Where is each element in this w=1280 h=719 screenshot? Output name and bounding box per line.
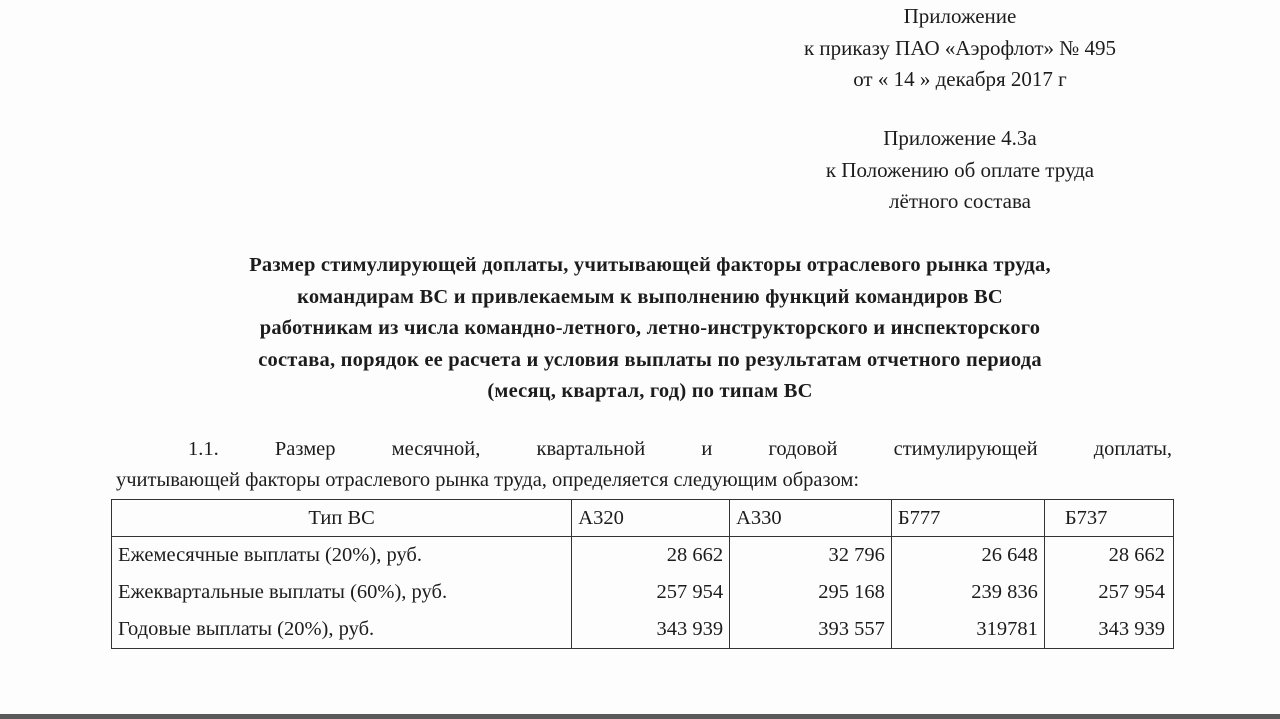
column-header-a330: А330 [730, 500, 892, 537]
row-label: Ежеквартальные выплаты (60%), руб. [112, 574, 572, 611]
column-header-a320: А320 [572, 500, 730, 537]
cell-value: 343 939 [1044, 611, 1173, 649]
column-header-b777: Б777 [891, 500, 1044, 537]
sub-appendix-title: Приложение 4.3а [883, 126, 1037, 150]
column-header-aircraft-type: Тип ВС [112, 500, 572, 537]
table-row [112, 574, 1174, 611]
cell-value: 28 662 [1044, 537, 1173, 575]
sub-appendix-regulation-line: к Положению об оплате труда [825, 157, 1095, 182]
document-title [60, 250, 1240, 408]
appendix-title: Приложение [903, 4, 1017, 28]
sub-appendix-staff-line: лётного состава [889, 189, 1031, 213]
section-paragraph [116, 434, 1172, 496]
cell-value: 343 939 [572, 611, 730, 649]
bottom-divider [0, 714, 1280, 719]
title-line: (месяц, квартал, год) по типам ВС [487, 380, 813, 402]
table-row [112, 611, 1174, 649]
cell-value: 257 954 [572, 574, 730, 611]
row-label: Ежемесячные выплаты (20%), руб. [112, 537, 572, 575]
column-header-b737: Б737 [1044, 500, 1173, 537]
cell-value: 257 954 [1044, 574, 1173, 611]
appendix-order-line: к приказу ПАО «Аэрофлот» № 495 [803, 35, 1117, 60]
appendix-order-reference [700, 1, 1220, 96]
title-line: состава, порядок ее расчета и условия выплаты по результатам отчетного периода [258, 348, 1042, 371]
row-label: Годовые выплаты (20%), руб. [112, 611, 572, 649]
title-line: работникам из числа командно-летного, летно-инструкторского и инспекторского [259, 317, 1041, 339]
cell-value: 393 557 [730, 611, 892, 649]
appendix-date-line: от « 14 » декабря 2017 г [853, 67, 1067, 91]
paragraph-line: учитывающей факторы отраслевого рынка труда, определяется следующим образом: [116, 469, 860, 491]
cell-value: 28 662 [572, 537, 730, 575]
table-row [112, 537, 1174, 575]
payment-table [111, 499, 1174, 649]
cell-value: 32 796 [730, 537, 892, 575]
appendix-regulation-reference [740, 123, 1180, 218]
cell-value: 319781 [891, 611, 1044, 649]
table-header-row [112, 500, 1174, 537]
cell-value: 239 836 [891, 574, 1044, 611]
title-line: Размер стимулирующей доплаты, учитывающей факторы отраслевого рынка труда, [249, 254, 1051, 276]
title-line: командирам ВС и привлекаемым к выполнению функций командиров ВС [297, 285, 1003, 308]
cell-value: 26 648 [891, 537, 1044, 575]
cell-value: 295 168 [730, 574, 892, 611]
paragraph-line: 1.1. Размер месячной, квартальной и годовой стимулирующей доплаты, [188, 438, 1172, 460]
